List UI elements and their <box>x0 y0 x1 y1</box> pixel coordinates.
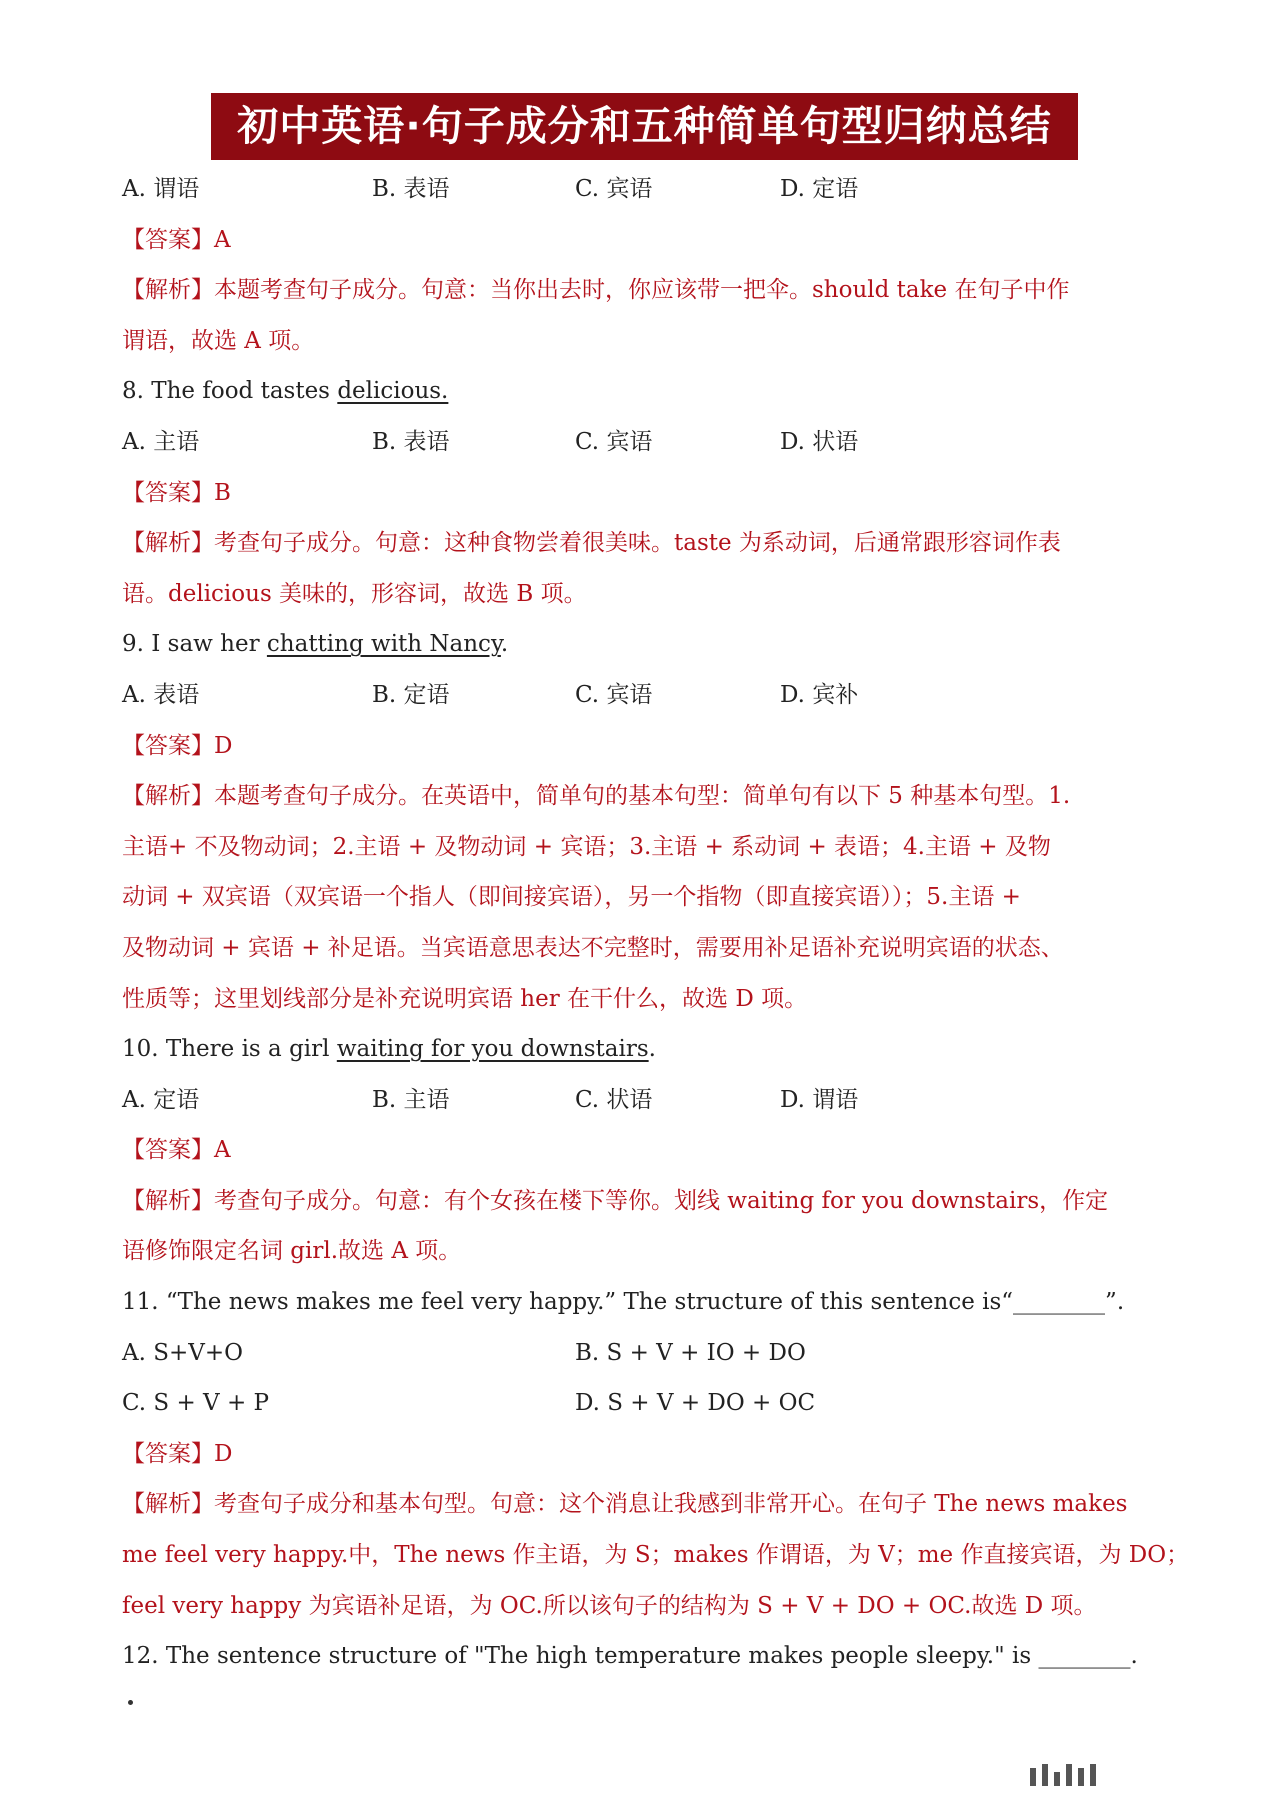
question-line <box>122 1631 1172 1682</box>
question-text: 11. “The news makes me feel very happy.” The structure of this sentence is“________”. <box>122 1289 1125 1316</box>
document-title: 初中英语·句子成分和五种简单句型归纳总结 <box>211 93 1078 160</box>
option-b: D. S + V + DO + OC <box>575 1390 816 1417</box>
option-a: A. 主语 <box>122 428 200 455</box>
options-row <box>122 1328 1172 1379</box>
explanation-line: 主语+ 不及物动词；2.主语 + 及物动词 + 宾语；3.主语 + 系动词 + 表语；4.主语 + 及物 <box>122 833 1051 860</box>
option-b: B. 定语 <box>372 681 450 708</box>
option-a: A. 表语 <box>122 681 200 708</box>
underlined-part: chatting with Nancy <box>266 631 501 658</box>
option-d: D. 宾补 <box>780 681 859 708</box>
option-a: A. 定语 <box>122 1086 200 1113</box>
explanation-line: 【答案】D <box>122 732 233 759</box>
question-text: 8. The food tastes <box>122 378 338 405</box>
underlined-part: waiting for you downstairs <box>336 1036 649 1063</box>
question-line <box>122 1024 1172 1075</box>
option-a: C. S + V + P <box>122 1390 270 1417</box>
underlined-part: delicious. <box>337 378 449 405</box>
options-row <box>122 417 1172 468</box>
explanation-line: 【答案】B <box>122 479 231 506</box>
option-b: B. S + V + IO + DO <box>575 1339 806 1366</box>
question-line <box>122 619 1172 670</box>
question-text: 9. I saw her <box>122 631 267 658</box>
options-row <box>122 1075 1172 1126</box>
explanation-line: 【解析】本题考查句子成分。在英语中，简单句的基本句型：简单句有以下 5 种基本句型。1. <box>122 783 1071 810</box>
bullet-dot <box>128 1700 133 1705</box>
explanation-line: 动词 + 双宾语（双宾语一个指人（即间接宾语），另一个指物（即直接宾语））；5.主语 + <box>122 884 1021 911</box>
question-text: 12. The sentence structure of "The high temperature makes people sleepy." is ________. <box>122 1643 1138 1670</box>
option-b: B. 表语 <box>372 176 450 202</box>
explanation-line: 【解析】考查句子成分。句意：这种食物尝着很美味。taste 为系动词，后通常跟形容词作表 <box>122 530 1061 557</box>
option-b: B. 表语 <box>372 428 450 455</box>
option-c: C. 宾语 <box>575 176 653 202</box>
option-c: C. 宾语 <box>575 428 653 455</box>
question-text: 10. There is a girl <box>122 1036 337 1063</box>
explanation-line: 性质等；这里划线部分是补充说明宾语 her 在干什么，故选 D 项。 <box>122 985 808 1012</box>
explanation-line: 【解析】考查句子成分。句意：有个女孩在楼下等你。划线 waiting for you downstairs，作定 <box>122 1187 1109 1214</box>
options-row <box>122 164 1172 215</box>
explanation-line: 【解析】考查句子成分和基本句型。句意：这个消息让我感到非常开心。在句子 The news makes <box>122 1491 1128 1518</box>
option-d: D. 谓语 <box>780 1086 859 1113</box>
option-a: A. S+V+O <box>122 1339 243 1366</box>
explanation-line: 语修饰限定名词 girl.故选 A 项。 <box>122 1238 462 1265</box>
question-line <box>122 1277 1172 1328</box>
explanation-line: 【答案】A <box>122 226 231 253</box>
question-text-end: . <box>648 1036 656 1063</box>
option-d: D. 定语 <box>780 176 859 202</box>
option-d: D. 状语 <box>780 428 859 455</box>
question-text-end: . <box>500 631 509 658</box>
option-c: C. 状语 <box>575 1086 653 1113</box>
document-body <box>122 164 1190 1682</box>
explanation-line: 【解析】本题考查句子成分。句意：当你出去时，你应该带一把伞。should take 在句子中作 <box>122 277 1070 304</box>
option-c: C. 宾语 <box>575 681 653 708</box>
explanation-line: 【答案】A <box>122 1137 231 1164</box>
explanation-line: 及物动词 + 宾语 + 补足语。当宾语意思表达不完整时，需要用补足语补充说明宾语的状态、 <box>122 934 1064 961</box>
explanation-line: feel very happy 为宾语补足语，为 OC.所以该句子的结构为 S + V + DO + OC.故选 D 项。 <box>122 1592 1097 1619</box>
option-a: A. 谓语 <box>122 176 200 202</box>
explanation-line: 谓语，故选 A 项。 <box>122 327 315 354</box>
page-footer-marks <box>1030 1764 1096 1786</box>
option-b: B. 主语 <box>372 1086 450 1113</box>
explanation-line: me feel very happy.中，The news 作主语，为 S；makes 作谓语，为 V；me 作直接宾语，为 DO； <box>122 1542 1190 1569</box>
explanation-line: 语。delicious 美味的，形容词，故选 B 项。 <box>122 580 587 607</box>
question-line <box>122 366 1172 417</box>
options-row <box>122 670 1172 721</box>
options-row <box>122 1378 1172 1429</box>
explanation-line: 【答案】D <box>122 1440 233 1467</box>
